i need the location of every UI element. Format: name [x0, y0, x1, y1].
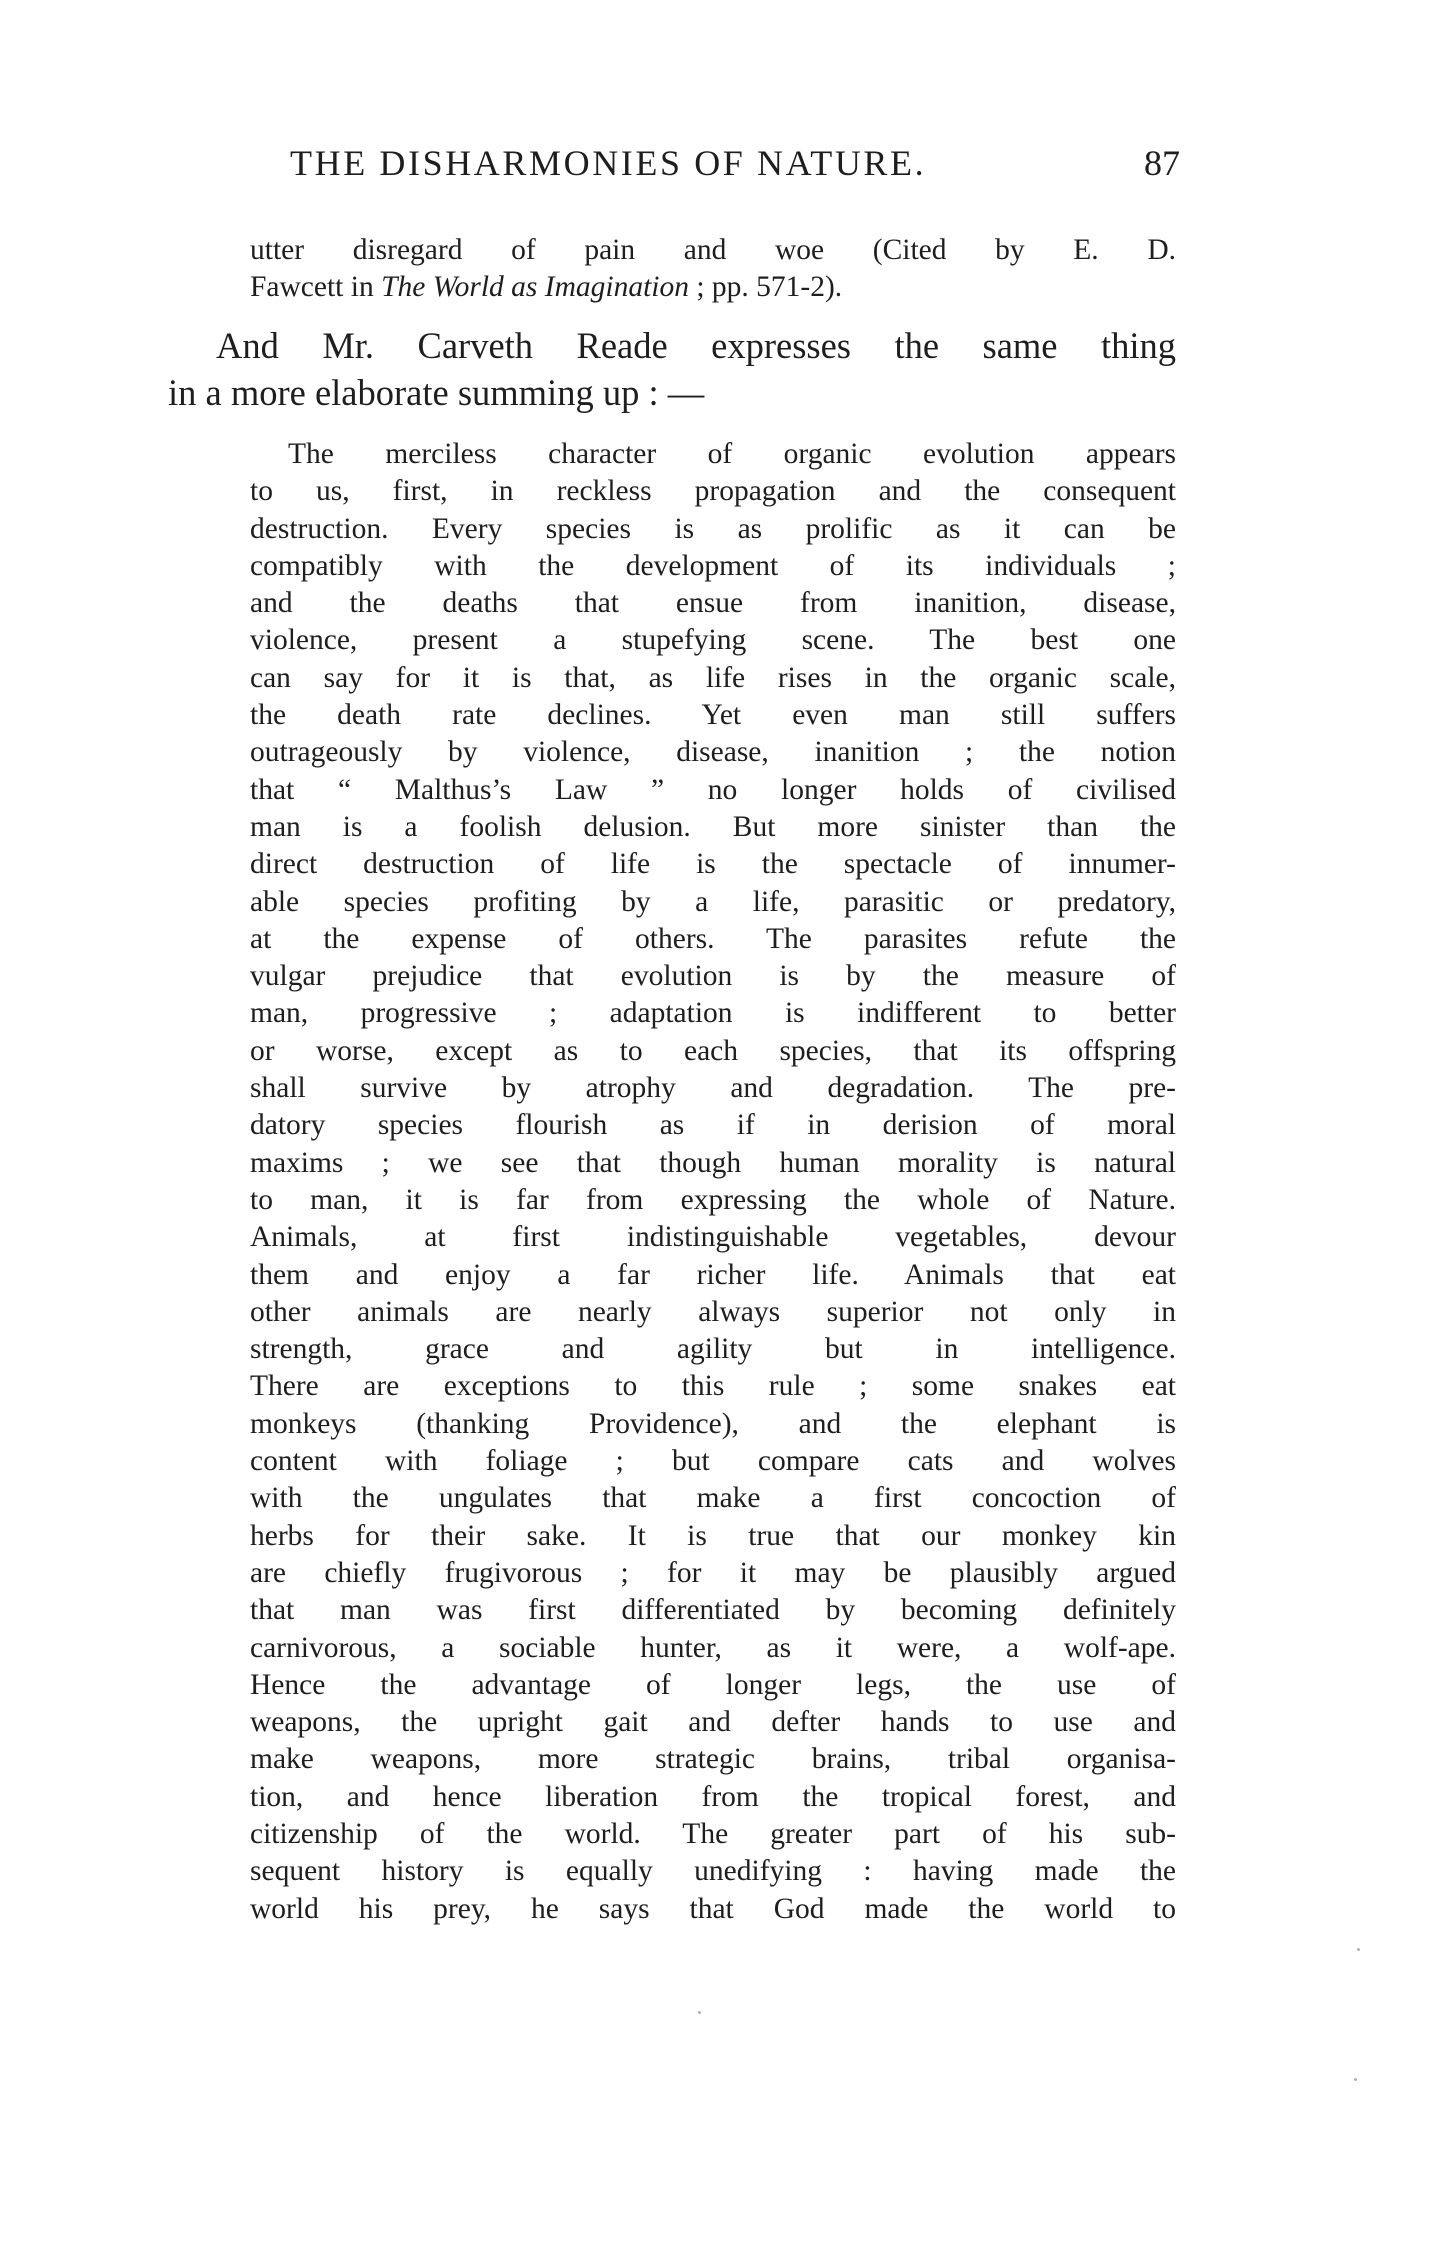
block-quote: [250, 436, 1176, 1928]
quote-line: strength, grace and agility but in intelligence.: [250, 1333, 1176, 1366]
quote-line: can say for it is that, as life rises in the organic scale,: [250, 661, 1176, 694]
running-head: [290, 138, 1180, 188]
quote-line: tion, and hence liberation from the tropical forest, and: [250, 1780, 1176, 1813]
quote-line: that “ Malthus’s Law ” no longer holds of civilised: [250, 773, 1176, 806]
quote-line: to man, it is far from expressing the whole of Nature.: [250, 1183, 1176, 1216]
quote-line: vulgar prejudice that evolution is by the measure of: [250, 960, 1176, 993]
quote-line: Hence the advantage of longer legs, the use of: [250, 1668, 1176, 1701]
intro-paragraph: [168, 322, 1176, 416]
intro-line: And Mr. Carveth Reade expresses the same thing: [216, 325, 1176, 366]
cited-book-title: The World as Imagination: [381, 271, 689, 303]
intro-line: in a more elaborate summing up : —: [168, 372, 705, 413]
running-title: THE DISHARMONIES OF NATURE.: [290, 143, 927, 183]
quote-line: violence, present a stupefying scene. The best one: [250, 624, 1176, 657]
quote-line: with the ungulates that make a first concoction of: [250, 1482, 1176, 1515]
quote-line: world his prey, he says that God made the world to: [250, 1892, 1176, 1925]
quote-line: shall survive by atrophy and degradation. The pre-: [250, 1072, 1176, 1105]
quote-line: carnivorous, a sociable hunter, as it were, a wolf-ape.: [250, 1631, 1176, 1664]
quote-line: are chiefly frugivorous ; for it may be plausibly argued: [250, 1556, 1176, 1589]
quote-line: maxims ; we see that though human morality is natural: [250, 1146, 1176, 1179]
quote-line: There are exceptions to this rule ; some snakes eat: [250, 1370, 1176, 1403]
quote-line: other animals are nearly always superior not only in: [250, 1295, 1176, 1328]
quote-line: sequent history is equally unedifying : having made the: [250, 1855, 1176, 1888]
quote-line: or worse, except as to each species, that its offspring: [250, 1034, 1176, 1067]
quote-line: man, progressive ; adaptation is indifferent to better: [250, 997, 1176, 1030]
page-number: 87: [1144, 143, 1180, 183]
quote-line: Animals, at first indistinguishable vegetables, devour: [250, 1221, 1176, 1254]
page-speck: [1354, 2078, 1357, 2081]
quote-line: monkeys (thanking Providence), and the elephant is: [250, 1407, 1176, 1440]
cited-line: [250, 269, 1176, 306]
cited-prefix: Fawcett in: [250, 271, 382, 303]
quote-line: the death rate declines. Yet even man still suffers: [250, 699, 1176, 732]
quote-line: datory species flourish as if in derision of moral: [250, 1109, 1176, 1142]
quote-line: compatibly with the development of its individuals ;: [250, 549, 1176, 582]
quote-line: able species profiting by a life, parasitic or predatory,: [250, 885, 1176, 918]
quote-line: them and enjoy a far richer life. Animals that eat: [250, 1258, 1176, 1291]
quote-line: citizenship of the world. The greater part of his sub-: [250, 1817, 1176, 1850]
quote-line: to us, first, in reckless propagation and the consequent: [250, 475, 1176, 508]
cited-passage: [250, 232, 1176, 306]
quote-line: at the expense of others. The parasites refute the: [250, 922, 1176, 955]
page-speck: [1357, 1948, 1360, 1951]
quote-line: content with foliage ; but compare cats and wolves: [250, 1445, 1176, 1478]
quote-line: man is a foolish delusion. But more sinister than the: [250, 810, 1176, 843]
quote-line: outrageously by violence, disease, inanition ; the notion: [250, 736, 1176, 769]
quote-line: The merciless character of organic evolution appears: [288, 438, 1176, 470]
quote-line: destruction. Every species is as prolific as it can be: [250, 512, 1176, 545]
quote-line: herbs for their sake. It is true that our monkey kin: [250, 1519, 1176, 1552]
cited-pages: ; pp. 571-2).: [688, 271, 843, 303]
quote-line: that man was first differentiated by becoming definitely: [250, 1594, 1176, 1627]
quote-line: make weapons, more strategic brains, tribal organisa-: [250, 1743, 1176, 1776]
page-speck: [698, 2011, 701, 2014]
quote-line: and the deaths that ensue from inanition, disease,: [250, 587, 1176, 620]
quote-line: weapons, the upright gait and defter hands to use and: [250, 1706, 1176, 1739]
quote-line: direct destruction of life is the spectacle of innumer-: [250, 848, 1176, 881]
cited-line: utter disregard of pain and woe (Cited by E. D.: [250, 234, 1176, 266]
